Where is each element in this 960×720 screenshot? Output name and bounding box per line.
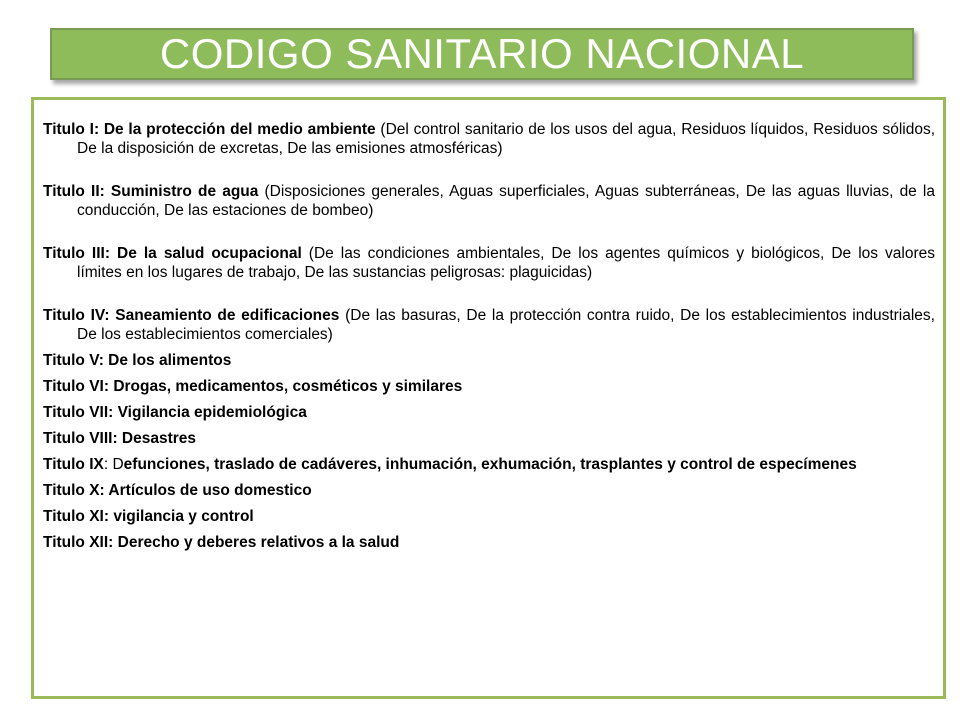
item-label: Titulo VIII: Desastres <box>43 430 197 447</box>
list-item-titulo-5 <box>43 351 935 370</box>
list-item-titulo-6 <box>43 377 935 396</box>
page-title: CODIGO SANITARIO NACIONAL <box>159 30 805 77</box>
item-label: Titulo II: Suministro de agua <box>43 183 259 200</box>
item-label: Titulo X: Artículos de uso domestico <box>43 482 312 499</box>
title-banner <box>50 28 914 80</box>
list-item-titulo-8 <box>43 429 935 448</box>
item-label: Titulo XII: Derecho y deberes relativos a la salud <box>43 534 400 551</box>
item-label: Titulo XI: vigilancia y control <box>43 508 254 525</box>
item-description: (De las basuras, De la protección contra ruido, De los establecimientos industriales, De los establecimientos comerciales) <box>77 307 935 343</box>
list-item-titulo-12 <box>43 533 935 552</box>
list-item-titulo-3 <box>43 244 935 282</box>
content-panel <box>31 97 946 699</box>
item-label: Titulo I: De la protección del medio ambiente <box>43 121 376 138</box>
list-item-titulo-1 <box>43 120 935 158</box>
item-description: (Del control sanitario de los usos del agua, Residuos líquidos, Residuos sólidos, De la disposición de excretas, De las emisiones atmosféricas) <box>77 121 936 157</box>
item-separator: : D <box>103 456 124 473</box>
item-label: Titulo IX <box>43 456 104 473</box>
item-description: (De las condiciones ambientales, De los agentes químicos y biológicos, De los valores límites en los lugares de trabajo, De las sustancias peligrosas: plaguicidas) <box>77 245 935 281</box>
list-item-titulo-2 <box>43 182 935 220</box>
list-item-titulo-9 <box>43 455 935 474</box>
item-label: Titulo V: De los alimentos <box>43 352 232 369</box>
list-item-titulo-4 <box>43 306 935 344</box>
item-description: efunciones, traslado de cadáveres, inhumación, exhumación, trasplantes y control de especímenes <box>123 456 857 473</box>
item-label: Titulo III: De la salud ocupacional <box>43 245 302 262</box>
list-item-titulo-10 <box>43 481 935 500</box>
item-label: Titulo VI: Drogas, medicamentos, cosméticos y similares <box>43 378 463 395</box>
list-item-titulo-11 <box>43 507 935 526</box>
item-label: Titulo VII: Vigilancia epidemiológica <box>43 404 307 421</box>
item-label: Titulo IV: Saneamiento de edificaciones <box>43 307 340 324</box>
list-item-titulo-7 <box>43 403 935 422</box>
item-description: (Disposiciones generales, Aguas superficiales, Aguas subterráneas, De las aguas lluvias, de la conducción, De las estaciones de bombeo) <box>77 183 935 219</box>
